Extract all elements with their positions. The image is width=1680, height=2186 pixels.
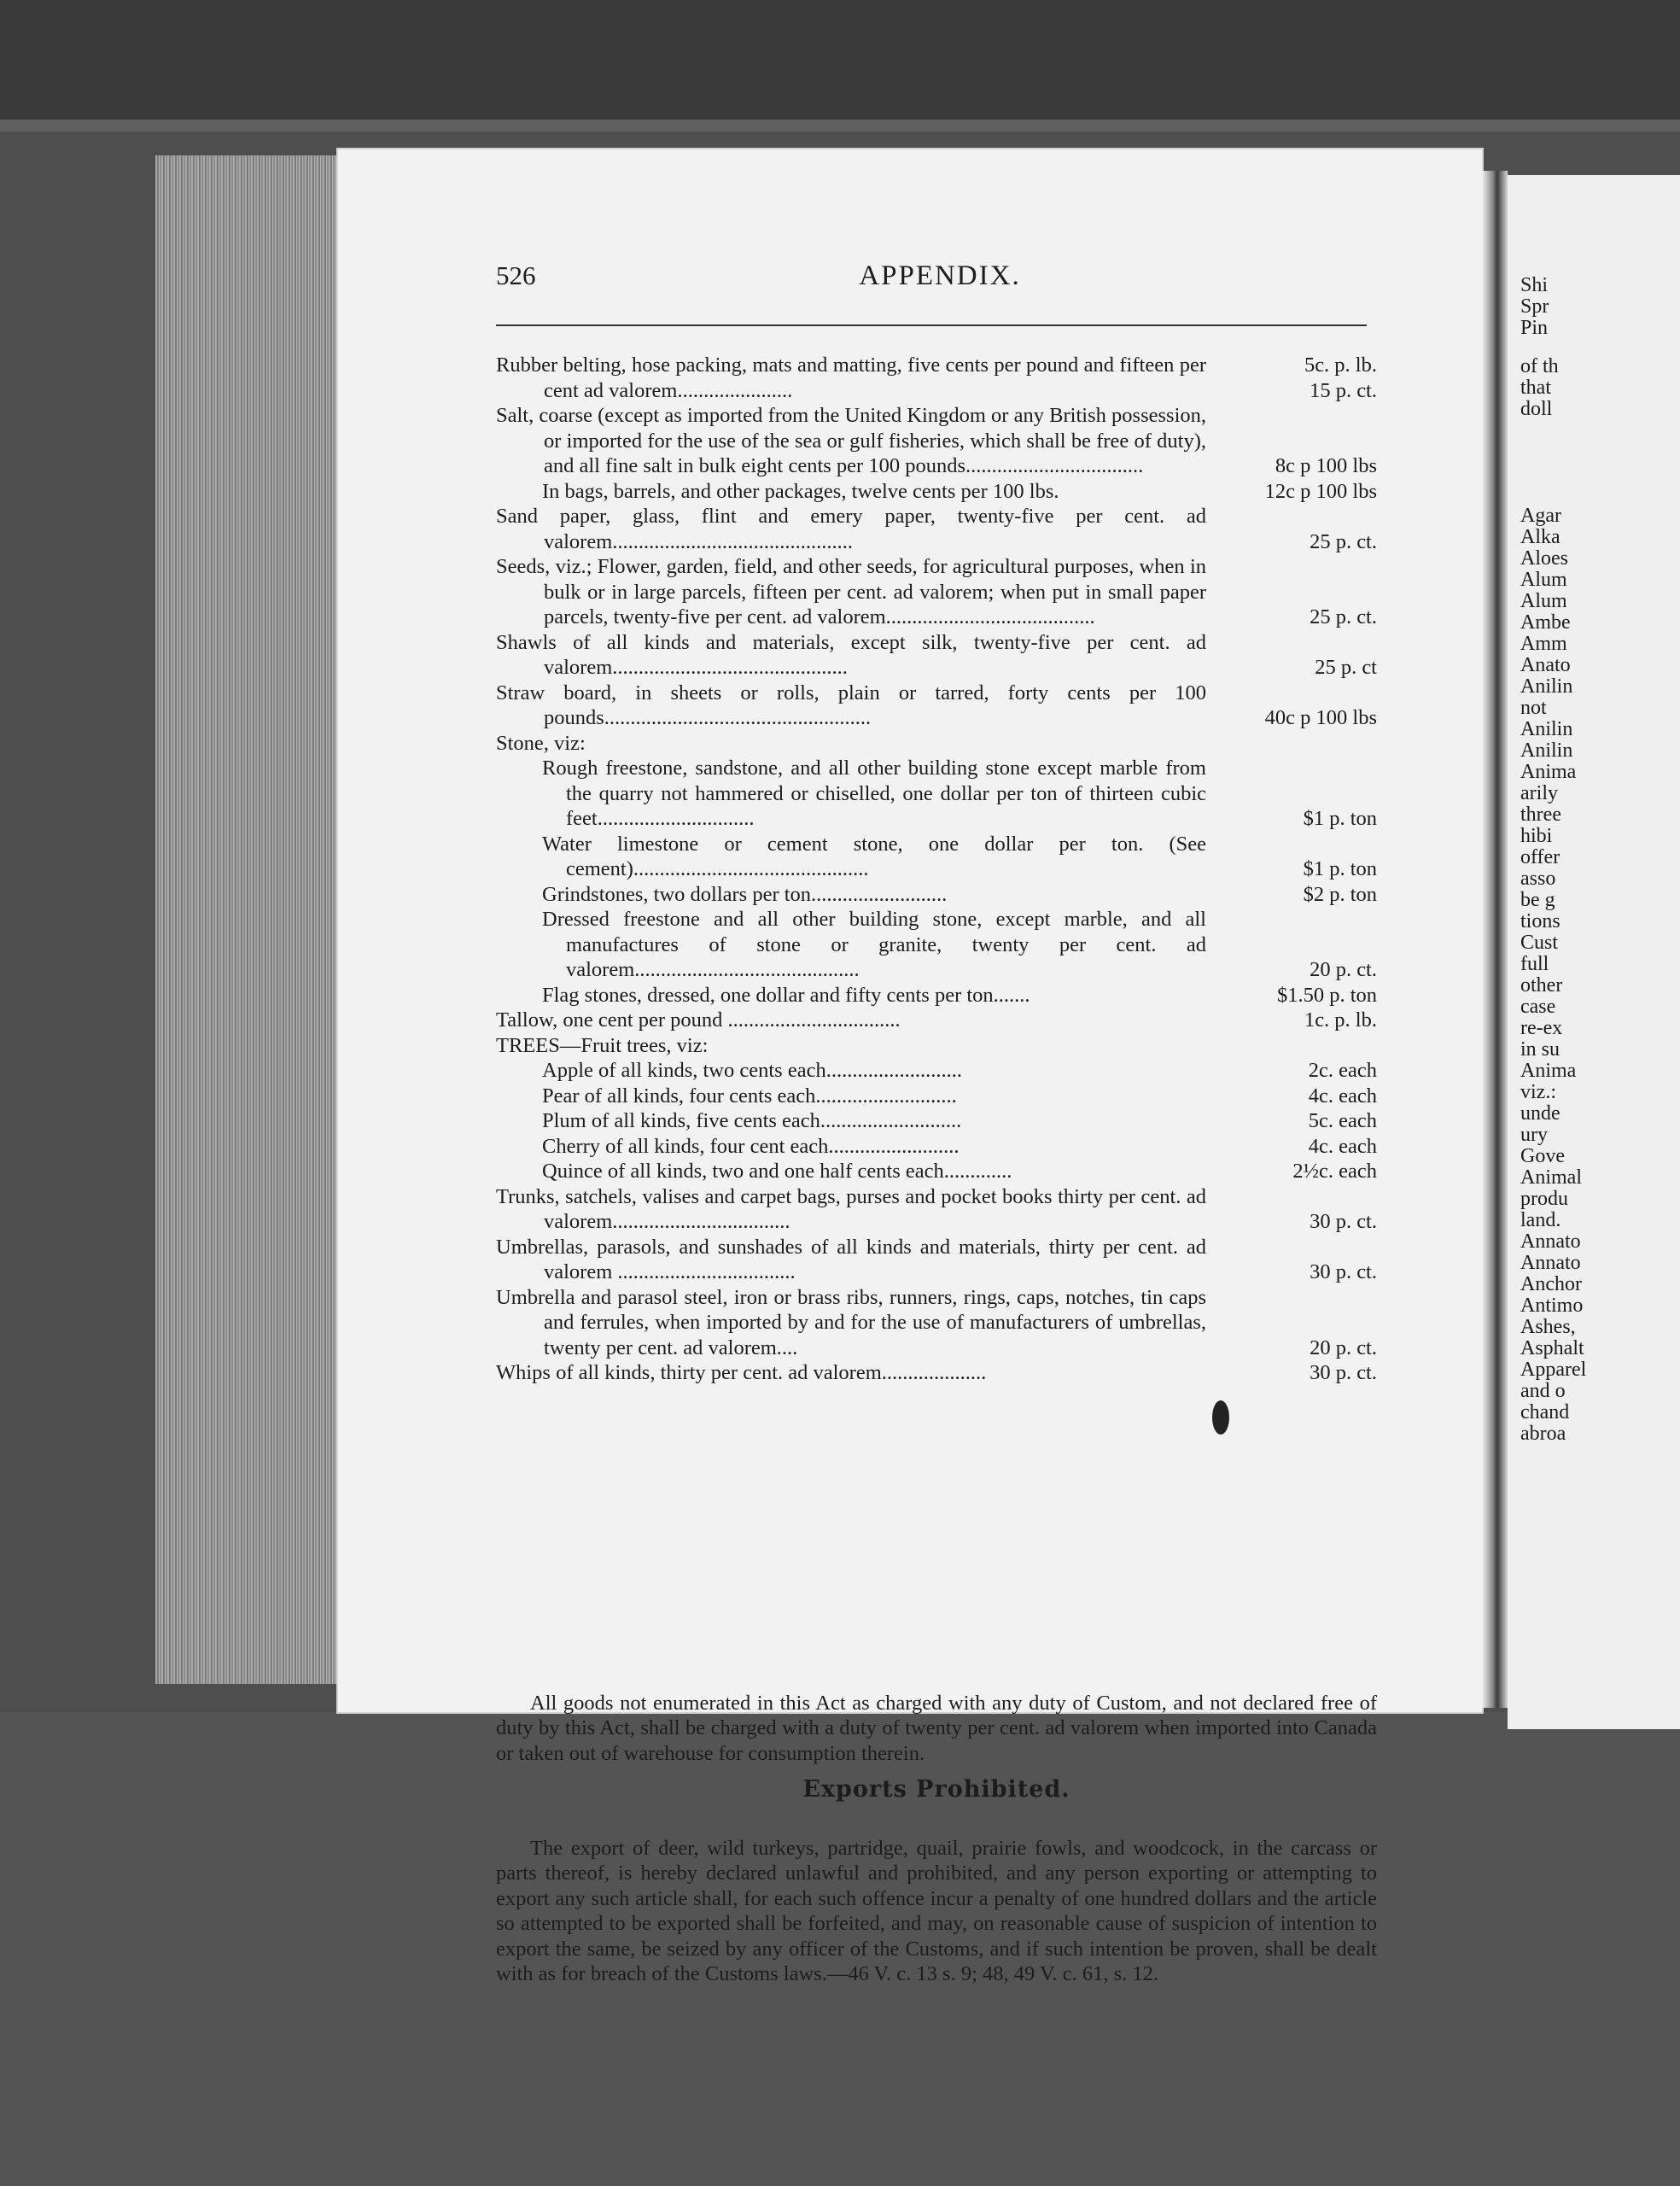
facing-page-fragment: land. <box>1520 1209 1561 1231</box>
tariff-entry-text: Quince of all kinds, two and one half cents each............. <box>542 1160 1012 1183</box>
tariff-entry-rate <box>1232 957 1377 983</box>
tariff-entry-text: Stone, viz: <box>496 731 586 755</box>
tariff-entry-text: Tallow, one cent per pound ................................. <box>496 1008 901 1032</box>
tariff-entry <box>496 630 1377 681</box>
facing-page-fragment: Aloes <box>1520 547 1568 570</box>
tariff-group-heading <box>496 1033 1377 1059</box>
facing-page-fragment: Anima <box>1520 1060 1577 1082</box>
rate-value: $1.50 p. ton <box>1276 983 1377 1007</box>
facing-page-fragment: of th <box>1520 355 1559 377</box>
tariff-entry-text: Rubber belting, hose packing, mats and matting, five cents per pound and fifteen per cent ad valorem...................... <box>496 354 1206 402</box>
tariff-entry <box>496 907 1377 983</box>
facing-page-fragment: Asphalt <box>1520 1337 1584 1359</box>
facing-page-fragment: Antimo <box>1520 1295 1584 1317</box>
tariff-entry <box>496 1285 1377 1361</box>
tariff-entry-rate <box>1232 1084 1377 1109</box>
rate-value: 15 p. ct. <box>1310 378 1377 402</box>
facing-page-fragment: produ <box>1520 1188 1568 1210</box>
page-number: 526 <box>496 260 536 290</box>
facing-page-fragment: Shi <box>1520 274 1549 296</box>
rate-value: 5c. p. lb. <box>1304 354 1377 377</box>
facing-page-fragment: asso <box>1520 868 1556 890</box>
tariff-entry-text: Plum of all kinds, five cents each........................... <box>542 1109 962 1132</box>
section-body: The export of deer, wild turkeys, partridge, quail, prairie fowls, and woodcock, in the carcass or parts thereof, is hereby declared unlawful and prohibited, and any person exporting or attempting to export any such article shall, for each such offence incur a penalty of one hundred dollars and the article so attempted to be exported shall be forfeited, and may, on reasonable cause of suspicion of intention to export the same, be seized by any officer of the Customs, and if such intention be proven, shall be dealt with as for breach of the Customs laws.—46 V. c. 13 s. 9; 48, 49 V. c. 61, s. 12. <box>496 1836 1377 1985</box>
tariff-entry-rate <box>1232 1260 1377 1285</box>
facing-page-fragment: Gove <box>1520 1145 1565 1167</box>
facing-page-fragment: chand <box>1520 1401 1570 1423</box>
facing-page <box>1508 175 1680 1729</box>
tariff-group-heading <box>496 731 1377 757</box>
tariff-entry-text: Pear of all kinds, four cents each........................... <box>542 1084 957 1108</box>
facing-page-fragment: doll <box>1520 398 1553 420</box>
facing-page-fragment: Amm <box>1520 633 1567 655</box>
tariff-entry <box>496 353 1377 403</box>
tariff-entry <box>496 554 1377 630</box>
rate-value: $1 p. ton <box>1303 857 1377 880</box>
rate-value: 4c. each <box>1308 1134 1377 1158</box>
tariff-entry <box>496 1084 1377 1109</box>
rate-value: 4c. each <box>1308 1084 1377 1108</box>
left-page <box>338 149 1482 1985</box>
facing-page-fragment: Ashes, <box>1520 1316 1576 1338</box>
facing-page-fragment: three <box>1520 804 1561 826</box>
rate-value: 20 p. ct. <box>1310 958 1377 981</box>
facing-page-fragment: Spr <box>1520 295 1549 318</box>
facing-page-fragment: Animal <box>1520 1166 1582 1189</box>
tariff-entry-text: Salt, coarse (except as imported from the United Kingdom or any British possession, or imported for the use of the sea or gulf fisheries, which shall be free of duty), and all fine salt in bulk eight cents per 100 pounds.................................. <box>496 404 1206 477</box>
tariff-entry-text: Shawls of all kinds and materials, except silk, twenty-five per cent. ad valorem............................................. <box>496 630 1206 679</box>
facing-page-fragment: Anchor <box>1520 1273 1582 1295</box>
facing-page-fragment: that <box>1520 377 1551 399</box>
tariff-entry-rate <box>1232 983 1377 1008</box>
rate-value: 2c. each <box>1308 1059 1377 1082</box>
facing-page-fragment: Anilin <box>1520 675 1573 698</box>
facing-page-fragment: not <box>1520 697 1547 719</box>
tariff-entry-rate <box>1232 1159 1377 1184</box>
facing-page-fragment: arily <box>1520 782 1558 804</box>
page-header-title: APPENDIX. <box>859 260 1021 291</box>
tariff-entry <box>496 403 1377 479</box>
rate-value: 8c p 100 lbs <box>1275 454 1377 477</box>
tariff-entry-text: Grindstones, two dollars per ton.......................... <box>542 882 948 906</box>
facing-page-fragment: Cust <box>1520 932 1559 954</box>
ink-smudge <box>1212 1400 1229 1435</box>
rate-value: 25 p. ct. <box>1310 605 1377 628</box>
facing-page-fragment: in su <box>1520 1038 1560 1061</box>
facing-page-fragment: be g <box>1520 889 1555 911</box>
tariff-entry <box>496 479 1377 505</box>
facing-page-fragment: abroa <box>1520 1423 1566 1445</box>
tariff-entry-text: Cherry of all kinds, four cent each......................... <box>542 1134 960 1158</box>
facing-page-fragment: Anato <box>1520 654 1571 676</box>
tariff-entry <box>496 983 1377 1008</box>
rate-value: $1 p. ton <box>1303 807 1377 830</box>
facing-page-fragment: Annato <box>1520 1230 1581 1253</box>
rate-value: $2 p. ton <box>1303 882 1377 906</box>
book-gutter <box>1482 171 1508 1708</box>
facing-page-fragment: Annato <box>1520 1252 1581 1274</box>
facing-page-fragment: Anilin <box>1520 739 1573 762</box>
facing-page-fragment: Alum <box>1520 569 1567 591</box>
rate-value: 30 p. ct. <box>1310 1361 1377 1384</box>
tariff-entry <box>496 681 1377 731</box>
tariff-entry-text: TREES—Fruit trees, viz: <box>496 1033 709 1057</box>
facing-page-fragment: viz.: <box>1520 1081 1556 1103</box>
tariff-entry-rate <box>1232 1134 1377 1160</box>
tariff-entry-rate <box>1232 353 1377 403</box>
facing-page-fragment: re-ex <box>1520 1017 1563 1039</box>
facing-page-fragment: Anilin <box>1520 718 1573 740</box>
facing-page-fragment: Pin <box>1520 317 1549 339</box>
tariff-entry-text: Straw board, in sheets or rolls, plain or tarred, forty cents per 100 pounds................................................... <box>496 681 1206 729</box>
facing-page-fragment: ury <box>1520 1124 1548 1146</box>
closing-paragraph: All goods not enumerated in this Act as charged with any duty of Custom, and not declared free of duty by this Act, shall be charged with a duty of twenty per cent. ad valorem when imported into Canada or taken out of warehouse for consumption therein. <box>496 1691 1377 1765</box>
tariff-entries <box>496 353 1377 1386</box>
tariff-entry <box>496 1184 1377 1235</box>
tariff-entry-rate <box>1232 453 1377 479</box>
rate-value: 1c. p. lb. <box>1304 1008 1377 1032</box>
tariff-entry <box>496 1058 1377 1084</box>
tariff-entry <box>496 1159 1377 1184</box>
tariff-entry <box>496 882 1377 908</box>
tariff-entry-text: Rough freestone, sandstone, and all other building stone except marble from the quarry not hammered or chiselled, one dollar per ton of thirteen cubic feet.............................. <box>542 757 1206 830</box>
rate-value: 25 p. ct <box>1315 656 1377 679</box>
rate-value: 30 p. ct. <box>1310 1260 1377 1283</box>
tariff-entry-rate <box>1232 1209 1377 1235</box>
facing-page-fragment: Anima <box>1520 761 1577 783</box>
rate-value: 30 p. ct. <box>1310 1210 1377 1233</box>
book-page-edges <box>155 155 341 1684</box>
section-title: Exports Prohibited. <box>802 1776 1070 1803</box>
tariff-entry-text: Trunks, satchels, valises and carpet bags, purses and pocket books thirty per cent. ad valorem.................................. <box>496 1184 1206 1233</box>
rate-value: 5c. each <box>1308 1109 1377 1132</box>
facing-page-fragment: case <box>1520 996 1556 1018</box>
tariff-entry <box>496 756 1377 832</box>
tariff-entry-text: Sand paper, glass, flint and emery paper, twenty-five per cent. ad valorem.............................................. <box>496 505 1206 553</box>
rate-value: 2½c. each <box>1292 1160 1377 1183</box>
facing-page-fragment: and o <box>1520 1380 1566 1402</box>
tariff-entry-rate <box>1232 705 1377 731</box>
tariff-entry-text: Apple of all kinds, two cents each.......................... <box>542 1059 962 1082</box>
tariff-entry-rate <box>1232 479 1377 505</box>
rate-value: 40c p 100 lbs <box>1264 706 1377 729</box>
tariff-entry-text: Umbrellas, parasols, and sunshades of all kinds and materials, thirty per cent. ad valorem .................................. <box>496 1235 1206 1283</box>
tariff-entry-rate <box>1232 529 1377 555</box>
tariff-entry-rate <box>1232 605 1377 630</box>
facing-page-fragment: Agar <box>1520 505 1561 527</box>
tariff-entry <box>496 1134 1377 1160</box>
tariff-entry-rate <box>1232 1008 1377 1033</box>
facing-page-fragment: Ambe <box>1520 611 1571 634</box>
tariff-entry-rate <box>1232 1058 1377 1084</box>
facing-page-fragment: tions <box>1520 910 1560 932</box>
tariff-entry <box>496 1008 1377 1033</box>
rate-value: 12c p 100 lbs <box>1264 479 1377 503</box>
tariff-entry <box>496 504 1377 554</box>
facing-page-fragment: Alum <box>1520 590 1567 612</box>
facing-page-fragment: offer <box>1520 846 1560 868</box>
rate-value: 25 p. ct. <box>1310 529 1377 553</box>
tariff-entry <box>496 1108 1377 1134</box>
tariff-entry-rate <box>1232 655 1377 681</box>
tariff-entry-rate <box>1232 1108 1377 1134</box>
facing-page-fragment: Alka <box>1520 526 1560 548</box>
scan-background-band <box>0 120 1680 132</box>
tariff-entry-text: In bags, barrels, and other packages, twelve cents per 100 lbs. <box>542 479 1059 503</box>
tariff-entry-text: Seeds, viz.; Flower, garden, field, and other seeds, for agricultural purposes, when in bulk or in large parcels, fifteen per cent. ad valorem; when put in small paper parcels, twenty-five per cent. ad valorem........................................ <box>496 555 1206 628</box>
scan-background-top <box>0 0 1680 128</box>
tariff-entry-text: Whips of all kinds, thirty per cent. ad valorem.................... <box>496 1361 987 1384</box>
tariff-entry-text: Water limestone or cement stone, one dollar per ton. (See cement)............................................. <box>542 832 1206 880</box>
tariff-entry-rate <box>1232 806 1377 832</box>
facing-page-fragment: Apparel <box>1520 1359 1587 1381</box>
tariff-entry <box>496 832 1377 882</box>
tariff-entry-rate <box>1232 1336 1377 1361</box>
tariff-entry-text: Flag stones, dressed, one dollar and fifty cents per ton....... <box>542 983 1030 1007</box>
facing-page-fragment: other <box>1520 974 1563 997</box>
facing-page-fragment: unde <box>1520 1102 1560 1125</box>
tariff-entry-rate <box>1232 882 1377 908</box>
tariff-entry-text: Umbrella and parasol steel, iron or brass ribs, runners, rings, caps, notches, tin caps and ferrules, when imported by and for the use of manufacturers of umbrellas, twenty per cent. ad valorem.... <box>496 1285 1206 1359</box>
tariff-entry-text: Dressed freestone and all other building stone, except marble, and all manufactures of stone or granite, twenty per cent. ad valorem........................................... <box>542 908 1206 981</box>
header-rule <box>496 324 1367 326</box>
facing-page-fragment: hibi <box>1520 825 1553 847</box>
tariff-entry-rate <box>1232 856 1377 882</box>
rate-value: 20 p. ct. <box>1310 1336 1377 1359</box>
facing-page-fragment: full <box>1520 953 1549 975</box>
tariff-entry <box>496 1235 1377 1285</box>
tariff-entry-rate <box>1232 1360 1377 1386</box>
tariff-entry <box>496 1360 1377 1386</box>
